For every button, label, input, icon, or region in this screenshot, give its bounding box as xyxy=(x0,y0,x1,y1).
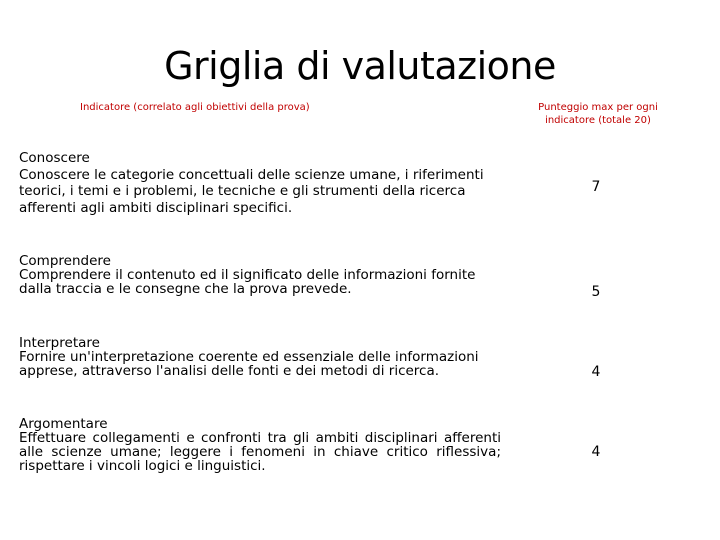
indicator-description: Effettuare collegamenti e confronti tra gli ambiti disciplinari afferenti alle scienze umane; leggere i fenomeni in chiave critico riflessiva; rispettare i vincoli logici e linguistici. xyxy=(19,430,501,474)
indicator-description: Comprendere il contenuto ed il significato delle informazioni fornite dalla traccia e le consegne che la prova prevede. xyxy=(19,267,476,297)
page-title: Griglia di valutazione xyxy=(164,44,556,88)
score-column-header: Punteggio max per ogni indicatore (totale 20) xyxy=(538,102,658,126)
indicator-cell xyxy=(19,254,509,296)
indicator-description: Conoscere le categorie concettuali delle scienze umane, i riferimenti teorici, i temi e i problemi, le tecniche e gli strumenti della ricerca afferenti agli ambiti disciplinari specifici. xyxy=(19,166,484,216)
indicator-cell xyxy=(19,336,509,378)
indicator-name: Interpretare xyxy=(19,335,100,351)
indicator-cell xyxy=(19,417,509,473)
score-value: 7 xyxy=(591,179,601,195)
indicator-column-header: Indicatore (correlato agli obiettivi della prova) xyxy=(80,102,310,113)
indicator-cell xyxy=(19,150,509,216)
indicator-name: Comprendere xyxy=(19,253,111,269)
indicator-name: Argomentare xyxy=(19,416,108,432)
score-value: 5 xyxy=(591,284,601,300)
indicator-description: Fornire un'interpretazione coerente ed essenziale delle informazioni apprese, attraverso l'analisi delle fonti e dei metodi di ricerca. xyxy=(19,349,479,379)
indicator-name: Conoscere xyxy=(19,150,90,166)
score-value: 4 xyxy=(591,364,601,380)
score-value: 4 xyxy=(591,444,601,460)
